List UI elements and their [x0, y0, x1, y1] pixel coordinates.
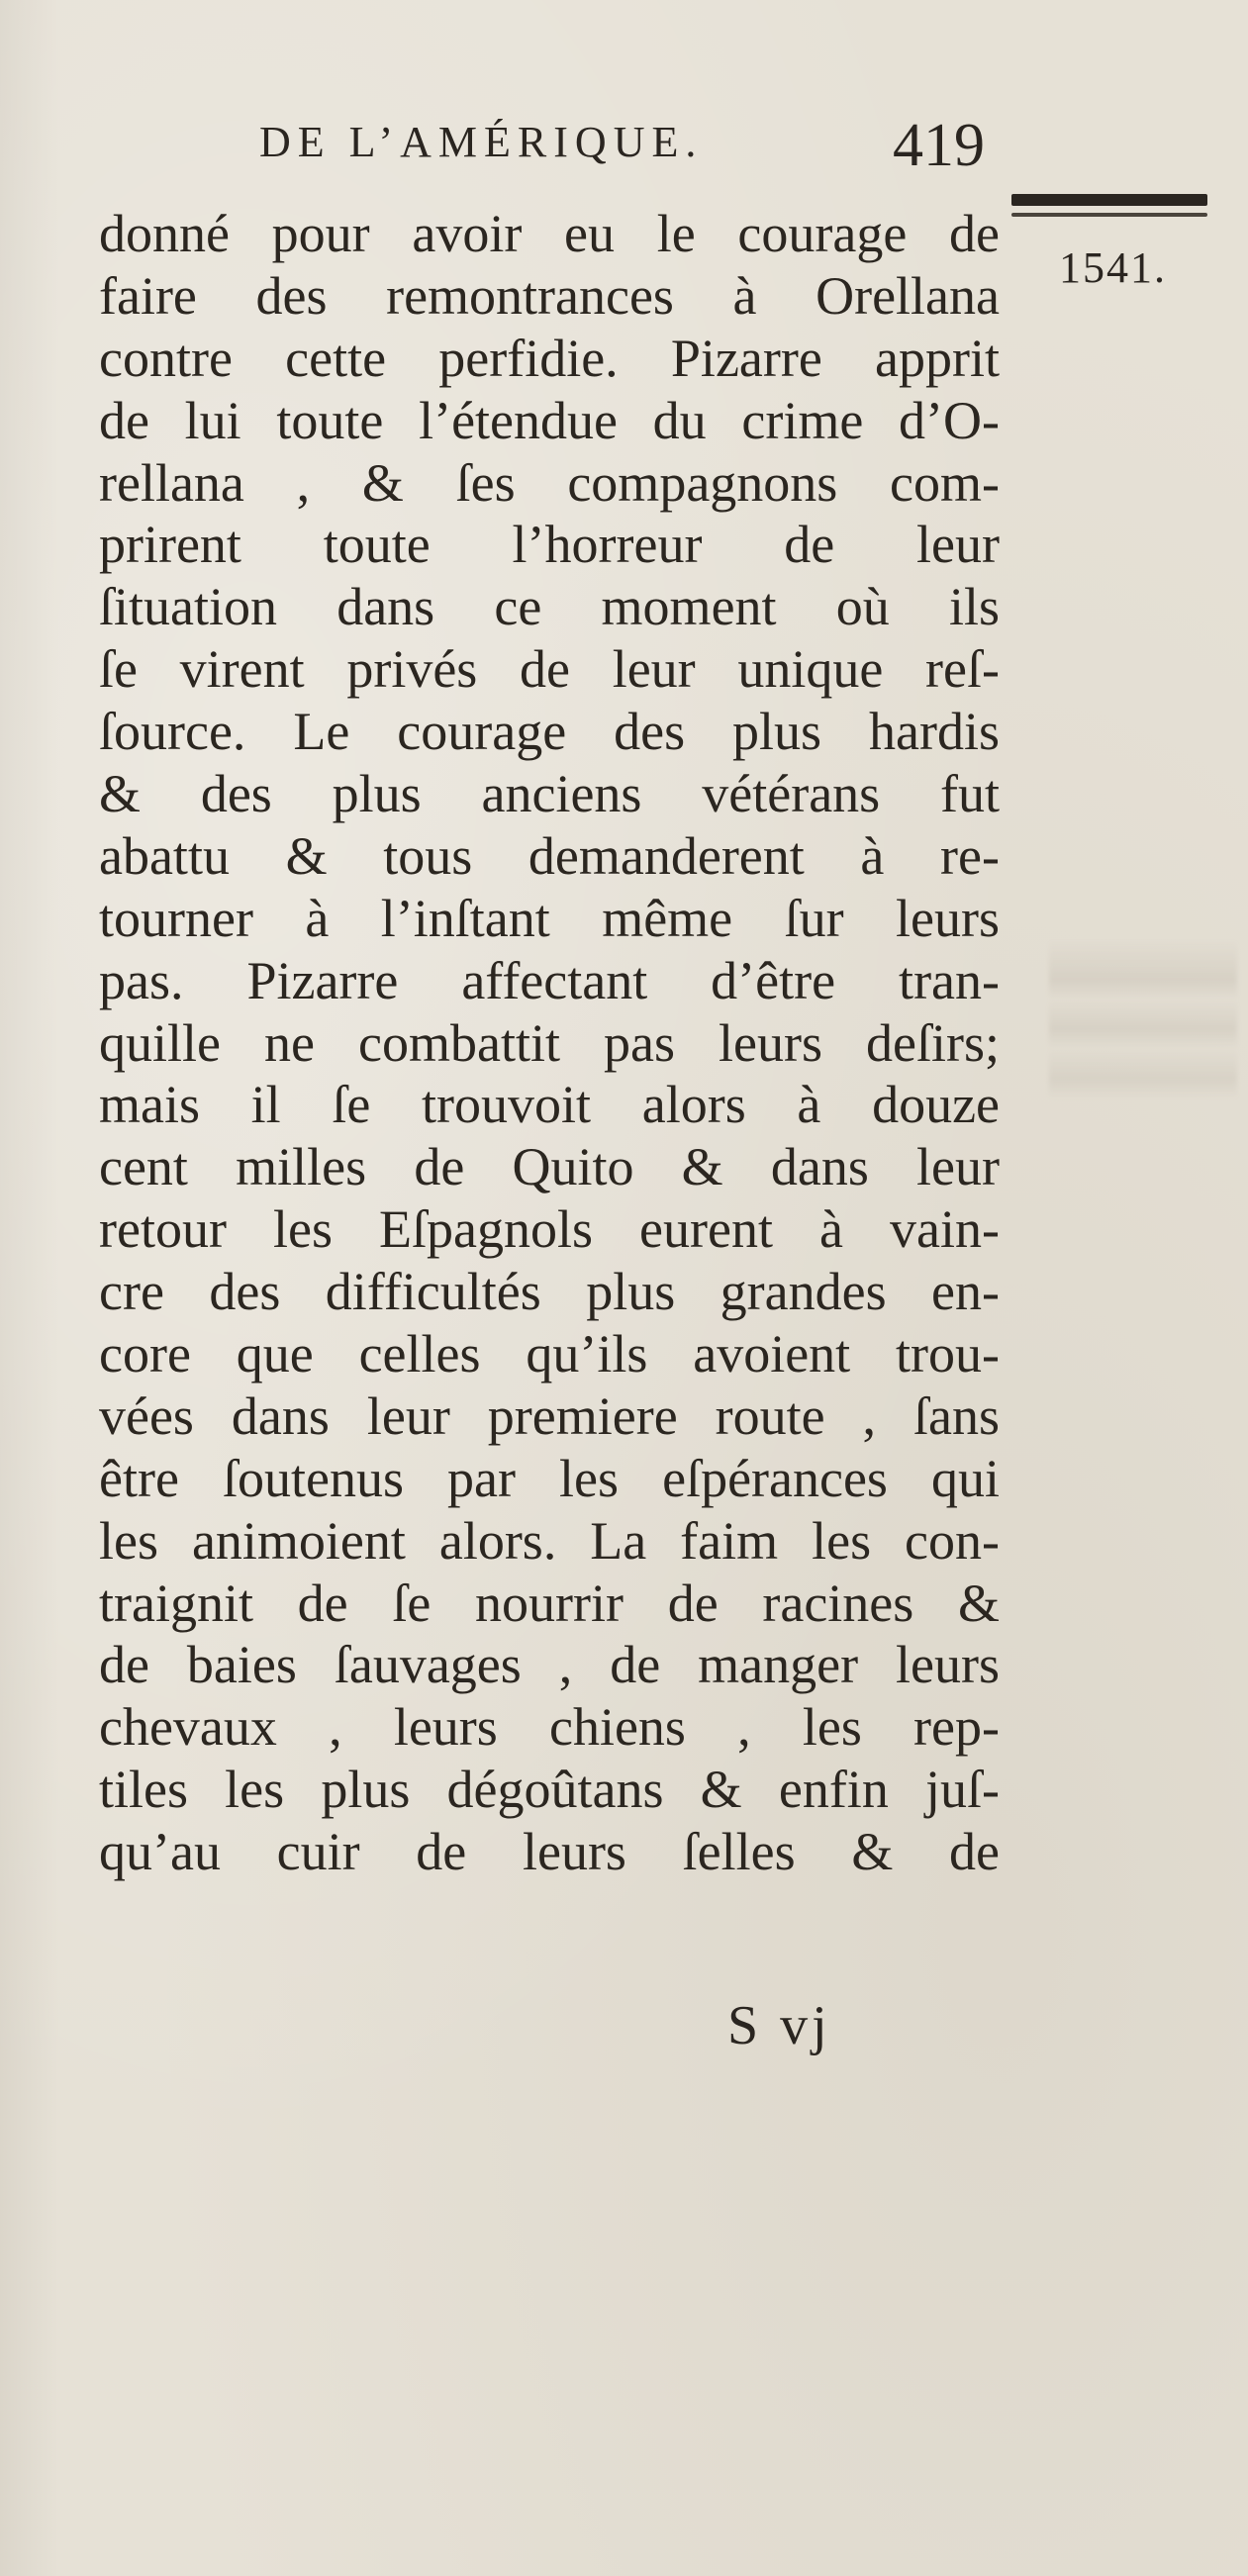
text-line: donné pour avoir eu le courage de	[99, 204, 1000, 263]
text-line: & des plus anciens vétérans fut	[99, 764, 1000, 824]
running-head: DE L’AMÉRIQUE.	[259, 118, 704, 166]
page-number: 419	[893, 112, 985, 179]
signature-mark: S vj	[727, 1995, 831, 2056]
text-line: de lui toute l’étendue du crime d’O-	[99, 390, 1000, 450]
text-line: cre des difficultés plus grandes en-	[99, 1262, 1000, 1322]
text-line: ſe virent privés de leur unique reſ-	[99, 639, 1000, 700]
text-line: tiles les plus dégoûtans & enfin juſ-	[99, 1760, 1000, 1820]
text-line: mais il ſe trouvoit alors à douze	[99, 1075, 1000, 1135]
margin-rule-thick	[1011, 194, 1207, 206]
text-line: contre cette perfidie. Pizarre apprit	[99, 328, 1000, 388]
text-line: chevaux , leurs chiens , les rep-	[99, 1697, 1000, 1758]
text-line: quille ne combattit pas leurs deſirs;	[99, 1012, 1000, 1073]
text-line: pas. Pizarre affectant d’être tran-	[99, 950, 1000, 1010]
text-line: abattu & tous demanderent à re-	[99, 825, 1000, 886]
text-line: vées dans leur premiere route , ſans	[99, 1385, 1000, 1446]
text-line: retour les Eſpagnols eurent à vain-	[99, 1199, 1000, 1260]
text-line: ſituation dans ce moment où ils	[99, 577, 1000, 637]
text-line: rellana , & ſes compagnons com-	[99, 452, 1000, 513]
body-text	[99, 203, 1000, 1883]
page-header	[259, 112, 1011, 186]
text-line: tourner à l’inſtant même ſur leurs	[99, 888, 1000, 948]
text-line: les animoient alors. La faim les con-	[99, 1510, 1000, 1571]
show-through-shadow	[1049, 940, 1237, 1138]
text-line: être ſoutenus par les eſpérances qui	[99, 1448, 1000, 1508]
text-line: prirent toute l’horreur de leur	[99, 515, 1000, 575]
text-line: de baies ſauvages , de manger leurs	[99, 1635, 1000, 1695]
margin-rule-thin	[1011, 213, 1207, 217]
text-line: qu’au cuir de leurs ſelles & de	[99, 1822, 1000, 1882]
text-line: faire des remontrances à Orellana	[99, 265, 1000, 326]
margin-date: 1541.	[1059, 243, 1167, 292]
text-line: ſource. Le courage des plus hardis	[99, 702, 1000, 762]
text-line: cent milles de Quito & dans leur	[99, 1137, 1000, 1197]
text-line: traignit de ſe nourrir de racines &	[99, 1573, 1000, 1633]
text-line: core que celles qu’ils avoient trou-	[99, 1324, 1000, 1384]
